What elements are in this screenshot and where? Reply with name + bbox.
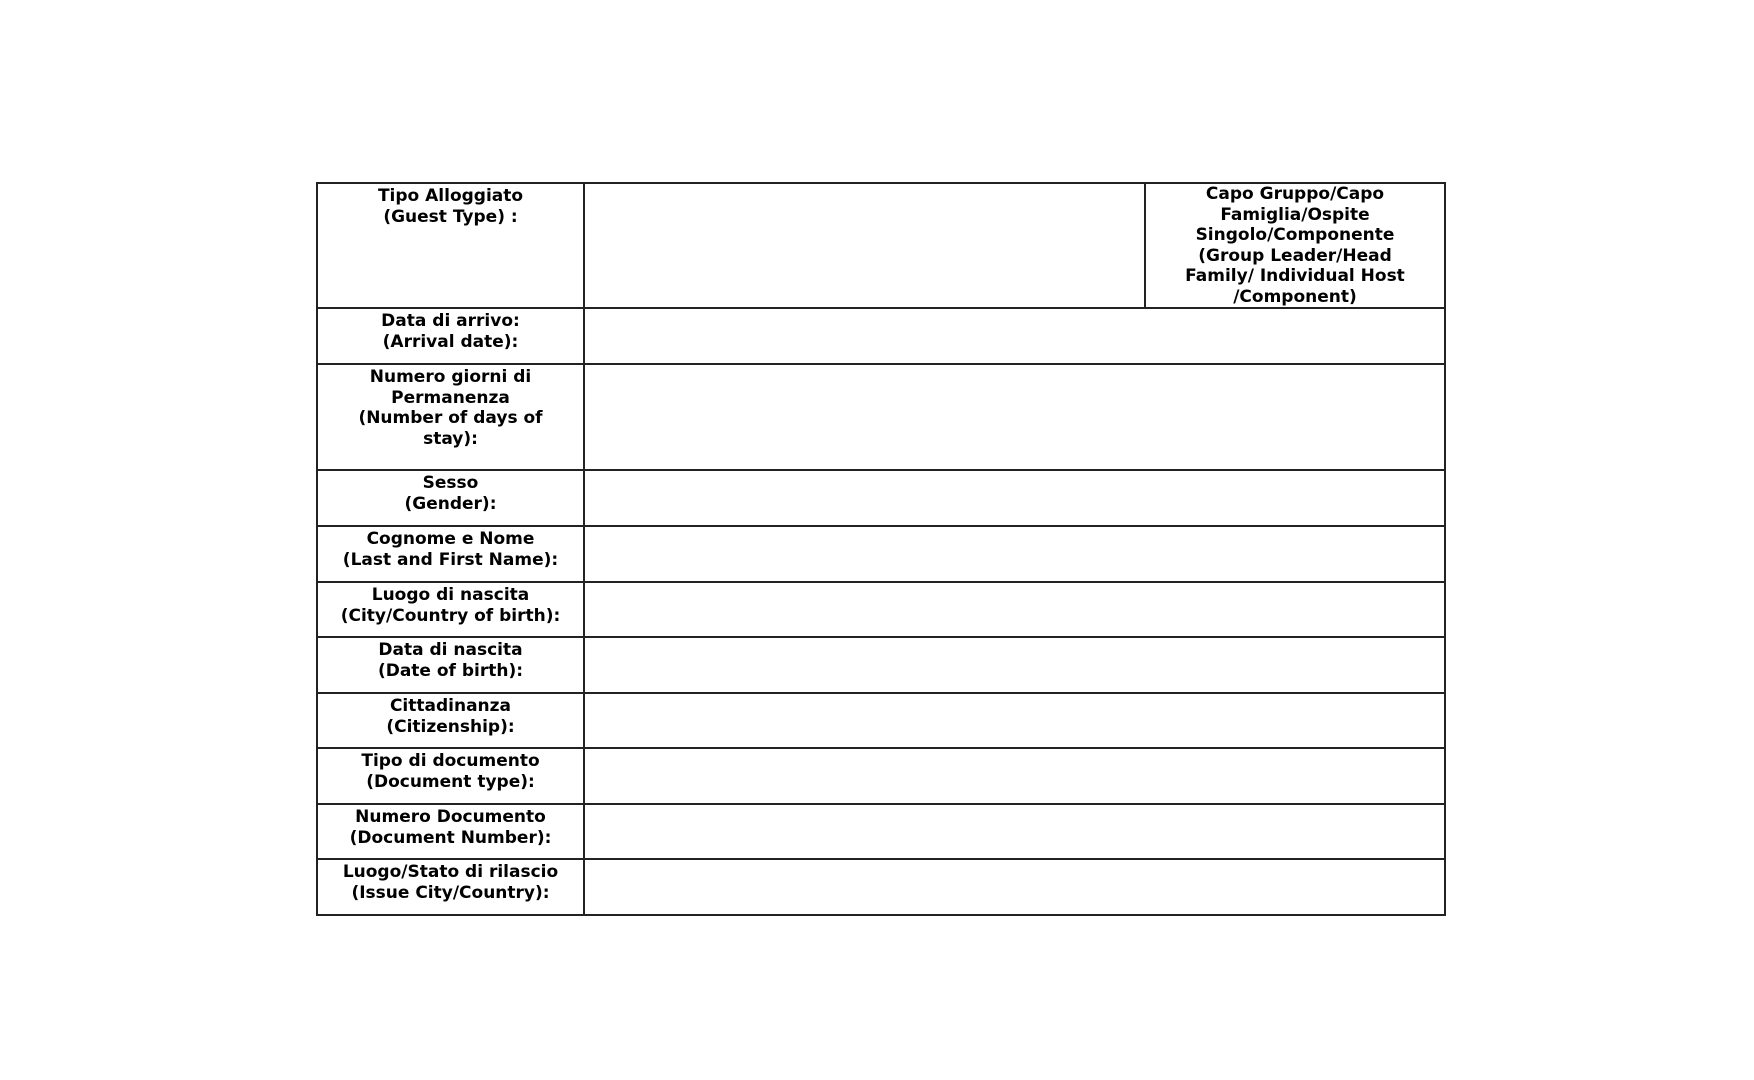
days-of-stay-input[interactable] xyxy=(584,364,1445,470)
birth-date-label: Data di nascita (Date of birth): xyxy=(317,637,584,693)
gender-row xyxy=(317,470,1445,526)
citizenship-label: Cittadinanza (Citizenship): xyxy=(317,693,584,748)
gender-input[interactable] xyxy=(584,470,1445,526)
guest-registration-form xyxy=(316,182,1446,916)
guest-type-row xyxy=(317,183,1445,308)
birthplace-label: Luogo di nascita (City/Country of birth): xyxy=(317,582,584,637)
birth-date-row xyxy=(317,637,1445,693)
birthplace-input[interactable] xyxy=(584,582,1445,637)
citizenship-row xyxy=(317,693,1445,748)
arrival-date-row xyxy=(317,308,1445,364)
citizenship-input[interactable] xyxy=(584,693,1445,748)
gender-label: Sesso (Gender): xyxy=(317,470,584,526)
name-row xyxy=(317,526,1445,582)
document-number-input[interactable] xyxy=(584,804,1445,859)
guest-type-label: Tipo Alloggiato (Guest Type) : xyxy=(317,183,584,308)
arrival-date-input[interactable] xyxy=(584,308,1445,364)
issue-place-label: Luogo/Stato di rilascio (Issue City/Country): xyxy=(317,859,584,915)
document-number-row xyxy=(317,804,1445,859)
name-label: Cognome e Nome (Last and First Name): xyxy=(317,526,584,582)
arrival-date-label: Data di arrivo: (Arrival date): xyxy=(317,308,584,364)
guest-type-options: Capo Gruppo/Capo Famiglia/Ospite Singolo/Componente (Group Leader/Head Family/ Individual Host /Component) xyxy=(1145,183,1445,308)
document-type-label: Tipo di documento (Document type): xyxy=(317,748,584,804)
birthplace-row xyxy=(317,582,1445,637)
issue-place-row xyxy=(317,859,1445,915)
name-input[interactable] xyxy=(584,526,1445,582)
document-type-row xyxy=(317,748,1445,804)
document-number-label: Numero Documento (Document Number): xyxy=(317,804,584,859)
issue-place-input[interactable] xyxy=(584,859,1445,915)
birth-date-input[interactable] xyxy=(584,637,1445,693)
days-of-stay-row xyxy=(317,364,1445,470)
guest-type-input[interactable] xyxy=(584,183,1145,308)
days-of-stay-label: Numero giorni di Permanenza (Number of days of stay): xyxy=(317,364,584,470)
document-type-input[interactable] xyxy=(584,748,1445,804)
